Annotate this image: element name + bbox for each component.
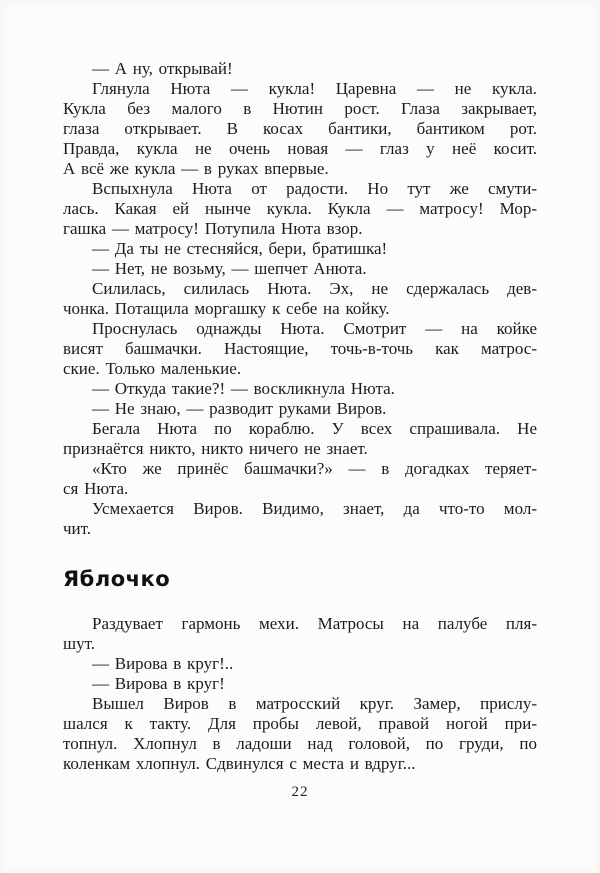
text-line: «Кто же принёс башмачки?» — в догадках теряет- [92, 459, 537, 478]
text-line: — Да ты не стесняйся, бери, братишка! [92, 239, 388, 258]
text-line: — Нет, не возьму, — шепчет Анюта. [92, 259, 367, 278]
text-line: Правда, кукла не очень новая — глаз у неё косит. [63, 139, 537, 158]
story-text-section-2 [63, 614, 537, 774]
text-line: Проснулась однажды Нюта. Смотрит — на койке [92, 319, 537, 338]
text-line: Раздувает гармонь мехи. Матросы на палубе пля- [92, 614, 537, 633]
text-line: глаза открывает. В косах бантики, бантиком рот. [63, 119, 537, 138]
text-column [63, 59, 537, 774]
text-line: — Вирова в круг! [92, 674, 225, 693]
text-line: — Не знаю, — разводит руками Виров. [92, 399, 387, 418]
text-line: висят башмачки. Настоящие, точь-в-точь как матрос- [63, 339, 537, 358]
text-line: шался к такту. Для пробы левой, правой ногой при- [63, 714, 537, 733]
text-line: гашка — матросу! Потупила Нюта взор. [63, 219, 363, 238]
text-line: А всё же кукла — в руках впервые. [63, 159, 329, 178]
text-line: чит. [63, 519, 92, 538]
text-line: Кукла без малого в Нютин рост. Глаза закрывает, [63, 99, 537, 118]
text-line: Глянула Нюта — кукла! Царевна — не кукла. [92, 79, 537, 98]
text-line: Бегала Нюта по кораблю. У всех спрашивала. Не [92, 419, 537, 438]
text-line: лась. Какая ей нынче кукла. Кукла — матросу! Мор- [63, 199, 537, 218]
text-line: — Откуда такие?! — воскликнула Нюта. [92, 379, 395, 398]
text-line: Вспыхнула Нюта от радости. Но тут же смути- [92, 179, 537, 198]
text-line: Усмехается Виров. Видимо, знает, да что-то мол- [92, 499, 537, 518]
text-line: ские. Только маленькие. [63, 359, 242, 378]
text-line: признаётся никто, никто ничего не знает. [63, 439, 368, 458]
text-line: шут. [63, 634, 95, 653]
text-line: Силилась, силилась Нюта. Эх, не сдержалась дев- [92, 279, 537, 298]
text-line: топнул. Хлопнул в ладоши над головой, по груди, по [63, 734, 537, 753]
text-line: Вышел Виров в матросский круг. Замер, прислу- [92, 694, 537, 713]
text-line: чонка. Потащила моргашку к себе на койку. [63, 299, 390, 318]
text-line: — Вирова в круг!.. [92, 654, 234, 673]
story-text-section-1 [63, 59, 537, 539]
text-line: ся Нюта. [63, 479, 129, 498]
text-line: — А ну, открывай! [92, 59, 233, 78]
text-line: коленкам хлопнул. Сдвинулся с места и вдруг... [63, 754, 416, 773]
page-number: 22 [291, 784, 309, 800]
section-heading: Яблочко [63, 567, 171, 591]
